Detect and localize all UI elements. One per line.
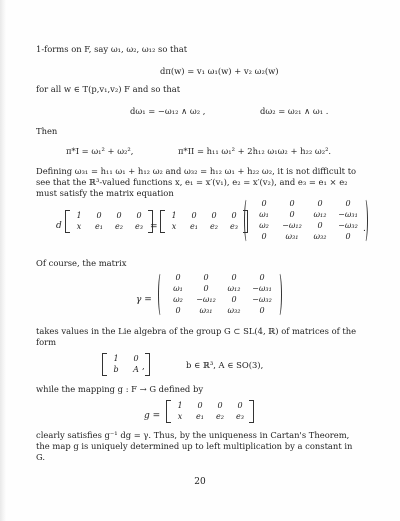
matrix-entry: 0 — [231, 211, 237, 220]
matrix-entry: ω₃₁ — [285, 232, 299, 241]
matrix-entry: 0 — [259, 273, 265, 282]
matrix-bracket — [145, 353, 150, 376]
text-then: Then — [36, 126, 58, 136]
matrix-entry: ω₁₂ — [313, 210, 327, 219]
equation-second-form: π*II = h₁₁ ω₁² + 2h₁₂ ω₁ω₂ + h₂₂ ω₂². — [178, 146, 332, 156]
matrix-entry: 1 — [177, 401, 183, 410]
matrix-entry: 0 — [175, 306, 181, 315]
matrix-bracket — [249, 400, 254, 423]
matrix-bracket — [158, 272, 165, 317]
matrix-entry: ω₂ — [259, 221, 269, 230]
matrix-entry: x — [171, 222, 177, 231]
matrix-entry: e₃ — [135, 222, 143, 231]
matrix-entry: 0 — [259, 306, 265, 315]
matrix-entry: ω₃₂ — [313, 232, 327, 241]
matrix-entry: 0 — [96, 211, 102, 220]
matrix-entry: 0 — [231, 295, 237, 304]
matrix-entry: 0 — [203, 284, 209, 293]
matrix-entry: 0 — [345, 232, 351, 241]
matrix-entry: e₃ — [236, 412, 244, 421]
matrix-entry: 0 — [136, 211, 142, 220]
matrix-entry: −ω₃₂ — [338, 221, 358, 230]
matrix-entry: 1 — [76, 211, 82, 220]
paragraph-defining: Defining ω₃₁ = h₁₁ ω₁ + h₁₂ ω₂ and ω₃₂ = h₁₂ ω₁ + h₂₂ ω₂, it is not difficult to see that the ℝ³-valued functions x, e₁ = x′(v₁), e₂ = x′(v₂), and e₃ = e₁ × e₂ must satisfy the matrix equation — [36, 166, 357, 198]
matrix-entry: 1 — [113, 354, 119, 363]
text-line-1: 1-forms on F, say ω₁, ω₂, ω₁₂ so that — [36, 44, 188, 54]
matrix-bracket — [244, 198, 251, 243]
matrix-entry: x — [177, 412, 183, 421]
matrix-entry: e₂ — [216, 412, 224, 421]
page-number: 20 — [194, 477, 206, 487]
matrix-entry: 0 — [217, 401, 223, 410]
matrix-entry: 0 — [197, 401, 203, 410]
matrix-entry: 0 — [261, 199, 267, 208]
matrix-entry: 1 — [171, 211, 177, 220]
matrix-grid — [165, 272, 275, 317]
matrix-entry: e₁ — [196, 412, 204, 421]
matrix-entry: ω₁ — [173, 284, 183, 293]
matrix-entry: ω₁₂ — [227, 284, 241, 293]
matrix-entry: −ω₁₂ — [282, 221, 302, 230]
matrix-entry: b — [113, 365, 119, 374]
matrix-frame-right — [160, 210, 248, 233]
matrix-entry: 0 — [191, 211, 197, 220]
text-mapping: while the mapping g : F → G defined by — [36, 384, 204, 394]
matrix-entry: −ω₃₁ — [338, 210, 358, 219]
matrix-entry: A — [133, 365, 139, 374]
matrix-entry: ω₁ — [259, 210, 269, 219]
gamma-label: γ = — [136, 295, 152, 305]
matrix-entry: ω₃₁ — [199, 306, 213, 315]
matrix-entry: 0 — [345, 199, 351, 208]
matrix-grid — [251, 198, 361, 243]
equation-first-form: π*I = ω₁² + ω₂², — [66, 146, 134, 156]
matrix-entry: 0 — [211, 211, 217, 220]
matrix-entry: 0 — [116, 211, 122, 220]
matrix-entry: 0 — [289, 210, 295, 219]
matrix-entry: −ω₃₁ — [252, 284, 272, 293]
matrix-entry: 0 — [289, 199, 295, 208]
matrix-grid — [171, 400, 249, 423]
matrix-entry: x — [76, 222, 82, 231]
matrix-frame-left — [65, 210, 153, 233]
matrix-entry: 0 — [203, 273, 209, 282]
matrix-entry: −ω₃₂ — [252, 295, 272, 304]
matrix-entry: e₂ — [210, 222, 218, 231]
equation-dpi: dπ(w) = v₁ ω₁(w) + v₂ ω₂(w) — [160, 66, 279, 76]
text-of-course: Of course, the matrix — [36, 258, 127, 268]
g-label: g = — [144, 411, 161, 421]
matrix-entry: e₁ — [95, 222, 103, 231]
matrix-entry: 0 — [317, 221, 323, 230]
equation-domega2: dω₂ = ω₂₁ ∧ ω₁ . — [260, 106, 329, 116]
matrix-grid — [165, 210, 243, 233]
matrix-entry: e₃ — [230, 222, 238, 231]
matrix-comma: , — [142, 361, 145, 371]
matrix-entry: e₂ — [115, 222, 123, 231]
matrix-g — [166, 400, 254, 423]
matrix-bracket — [361, 198, 368, 243]
equation-domega1: dω₁ = −ω₁₂ ∧ ω₂ , — [130, 106, 206, 116]
paragraph-lie-algebra: takes values in the Lie algebra of the group G ⊂ SL(4, ℝ) of matrices of the form — [36, 326, 357, 347]
matrix-entry: 0 — [133, 354, 139, 363]
matrix-entry: e₁ — [190, 222, 198, 231]
period: . — [363, 224, 366, 234]
matrix-grid — [107, 353, 145, 376]
matrix-entry: ω₂ — [173, 295, 183, 304]
matrix-entry: ω₃₂ — [227, 306, 241, 315]
group-conditions: b ∈ ℝ³, A ∈ SO(3), — [186, 360, 264, 370]
matrix-entry: 0 — [317, 199, 323, 208]
d-operator: d — [56, 221, 62, 231]
paragraph-conclusion: clearly satisfies g⁻¹ dg = γ. Thus, by the uniqueness in Cartan's Theorem, the map g is uniquely determined up to left multiplication by a constant in G. — [36, 430, 353, 462]
matrix-entry: 0 — [175, 273, 181, 282]
matrix-gamma — [158, 272, 282, 317]
text-line-2: for all w ∈ T(p,v₁,v₂) F and so that — [36, 84, 181, 94]
equals-sign: = — [150, 222, 158, 232]
matrix-entry: 0 — [237, 401, 243, 410]
matrix-entry: 0 — [231, 273, 237, 282]
matrix-entry: 0 — [261, 232, 267, 241]
matrix-entry: −ω₁₂ — [196, 295, 216, 304]
matrix-grid — [70, 210, 148, 233]
matrix-omega — [244, 198, 368, 243]
matrix-bracket — [275, 272, 282, 317]
